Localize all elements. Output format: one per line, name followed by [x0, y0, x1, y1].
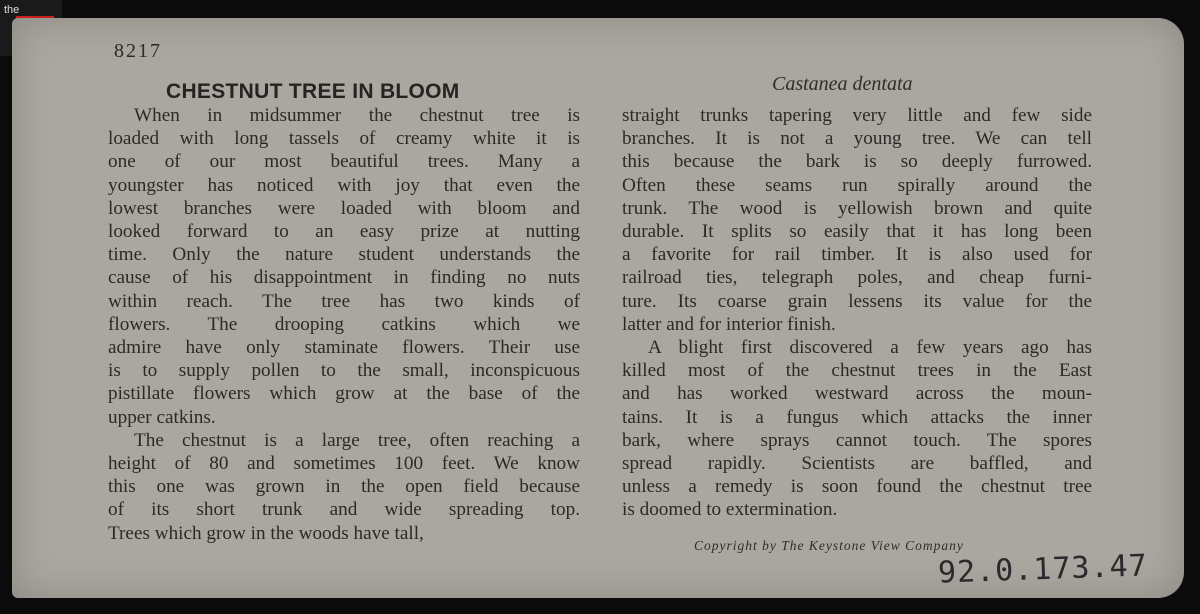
- right-text-column: [622, 104, 1092, 522]
- scientific-name: Castanea dentata: [772, 73, 913, 95]
- copyright-line: Copyright by The Keystone View Company: [694, 538, 964, 553]
- text-line: is doomed to extermination.: [622, 499, 838, 521]
- text-line: within reach. The tree has two kinds of: [108, 290, 580, 312]
- logo-text-the: the: [4, 4, 20, 16]
- text-line: railroad ties, telegraph poles, and cheap furni-: [622, 267, 1092, 289]
- text-line: A blight first discovered a few years ago has: [648, 337, 1092, 359]
- text-line: pistillate flowers which grow at the base of the: [108, 383, 580, 405]
- text-line: bark, where sprays cannot touch. The spores: [622, 429, 1092, 451]
- text-line: ture. Its coarse grain lessens its value for the: [622, 290, 1092, 312]
- text-line: time. Only the nature student understands the: [108, 244, 580, 266]
- text-line: height of 80 and sometimes 100 feet. We know: [108, 453, 580, 475]
- text-line: durable. It splits so easily that it has long been: [622, 221, 1092, 243]
- text-line: one of our most beautiful trees. Many a: [108, 151, 580, 173]
- text-line: is to supply pollen to the small, inconspicuous: [108, 360, 580, 382]
- text-line: trunk. The wood is yellowish brown and quite: [622, 197, 1092, 219]
- handwritten-catalog-number: 92.0.173.47: [937, 548, 1149, 591]
- text-line: this because the bark is so deeply furrowed.: [622, 151, 1092, 173]
- text-line: looked forward to an easy prize at nutting: [108, 221, 580, 243]
- text-line: a favorite for rail timber. It is also used for: [622, 244, 1092, 266]
- text-line: this one was grown in the open field because: [108, 476, 580, 498]
- text-line: admire have only staminate flowers. Their use: [108, 337, 580, 359]
- text-line: loaded with long tassels of creamy white it is: [108, 128, 580, 150]
- text-line: youngster has noticed with joy that even the: [108, 174, 580, 196]
- text-line: Often these seams run spirally around the: [622, 174, 1092, 196]
- text-line: and has worked westward across the moun-: [622, 383, 1092, 405]
- text-line: unless a remedy is soon found the chestnut tree: [622, 476, 1092, 498]
- card-number: 8217: [114, 40, 162, 62]
- left-text-column: [108, 104, 580, 545]
- text-line: When in midsummer the chestnut tree is: [134, 105, 580, 126]
- text-line: latter and for interior finish.: [622, 313, 836, 335]
- text-line: killed most of the chestnut trees in the East: [622, 360, 1092, 382]
- text-line: Trees which grow in the woods have tall,: [108, 522, 424, 544]
- text-line: flowers. The drooping catkins which we: [108, 313, 580, 335]
- text-line: branches. It is not a young tree. We can tell: [622, 128, 1092, 150]
- text-line: cause of his disappointment in finding no nuts: [108, 267, 580, 289]
- text-line: upper catkins.: [108, 406, 216, 428]
- text-line: spread rapidly. Scientists are baffled, and: [622, 453, 1092, 475]
- text-line: straight trunks tapering very little and few side: [622, 105, 1092, 126]
- text-line: tains. It is a fungus which attacks the inner: [622, 406, 1092, 428]
- card-title: CHESTNUT TREE IN BLOOM: [166, 80, 460, 103]
- text-line: of its short trunk and wide spreading top.: [108, 499, 580, 521]
- text-line: lowest branches were loaded with bloom and: [108, 197, 580, 219]
- text-line: The chestnut is a large tree, often reaching a: [134, 429, 580, 451]
